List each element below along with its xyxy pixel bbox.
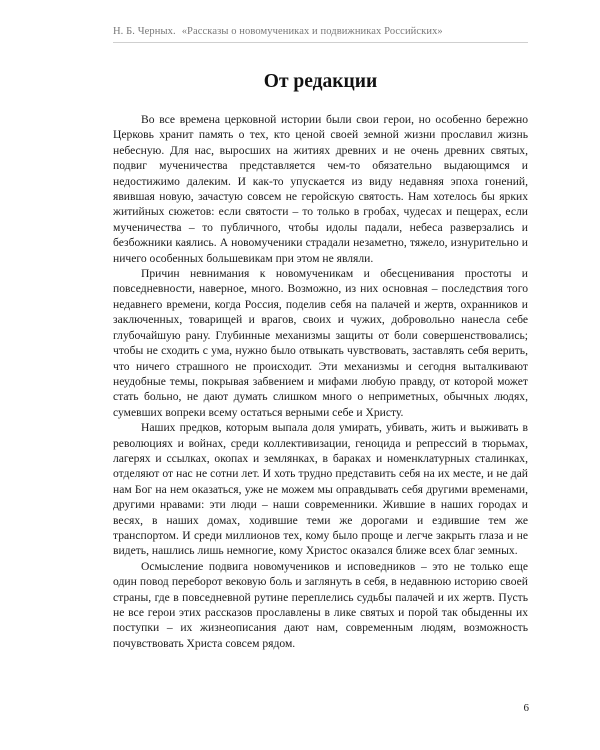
paragraph-1: Во все времена церковной истории были свои герои, но особенно бережно Церковь хранит память о тех, кто ценой своей земной жизни прославил жизнь небесную. Для нас, выросших на житиях древних и не очень древних святых, подвиг мученичества представляется чем-то обязательно выдающимся и недостижимо далеким. И как-то упускается из виду недавняя эпоха гонений, явившая новую, зачастую совсем не геройскую святость. Нам хотелось бы ярких житийных сюжетов: если святости – то только в гробах, чудесах и пещерах, если мученичества – то публичного, чтобы идолы падали, небеса разверзались и безбожники каялись. А новомученики страдали незаметно, тяжело, изнурительно и ничего особенных большевикам при этом не являли.	[113, 113, 528, 265]
paragraph-4: Осмысление подвига новомучеников и исповедников – это не только еще один повод переборот вековую боль и заглянуть в себя, в недавнюю историю своей страны, где в повседневной рутине переплелись судьбы палачей и их жертв. Пусть не все герои этих рассказов прославлены в лике святых и порой так обыденны их поступки – их жизнеописания дают нам, современным людям, возможность почувствовать Христа совсем рядом.	[113, 559, 528, 650]
header-author: Н. Б. Черных.	[113, 26, 176, 37]
running-header	[113, 26, 528, 37]
page-number: 6	[523, 702, 529, 714]
paragraph-3: Наших предков, которым выпала доля умирать, убивать, жить и выживать в революциях и войнах, среди коллективизации, геноцида и репрессий в тюрьмах, лагерях и ссылках, окопах и землянках, в бараках и номенклатурных сталинках, отделяют от нас не сотни лет. И хоть трудно представить себя на их месте, и не дай нам Бог на нем оказаться, уже не можем мы оправдывать себя другими временами, другими нравами: эти люди – наши современники. Жившие в наших городах и весях, в наших домах, ходившие теми же дорогами и ездившие тем же транспортом. И среди миллионов тех, кому было проще и легче закрыть глаза и не видеть, нашлись лишь немногие, кому Христос оказался ближе всех благ земных.	[113, 421, 528, 558]
page-title: От редакции	[263, 71, 378, 92]
header-rule	[113, 42, 528, 43]
body-text	[113, 112, 528, 651]
header-book-title: «Рассказы о новомучениках и подвижниках Российских»	[181, 26, 443, 37]
paragraph-2: Причин невнимания к новомученикам и обесценивания простоты и повседневности, наверное, много. Возможно, из них основная – последствия того недавнего времени, когда Россия, поделив себя на палачей и жертв, охранников и заключенных, товарищей и врагов, своих и чужих, добровольно нанесла себе глубочайшую рану. Глубинные механизмы защиты от боли совершенствовались; чтобы не сходить с ума, нужно было отвыкать чувствовать, заставлять себя верить, что ничего страшного не происходит. Эти механизмы и сегодня выталкивают неудобные темы, покрывая забвением и мифами любую правду, от которой может стать больно, не дают думать слишком много о неприметных, обычных людях, сумевших вопреки всему остаться верными себе и Христу.	[113, 267, 528, 419]
